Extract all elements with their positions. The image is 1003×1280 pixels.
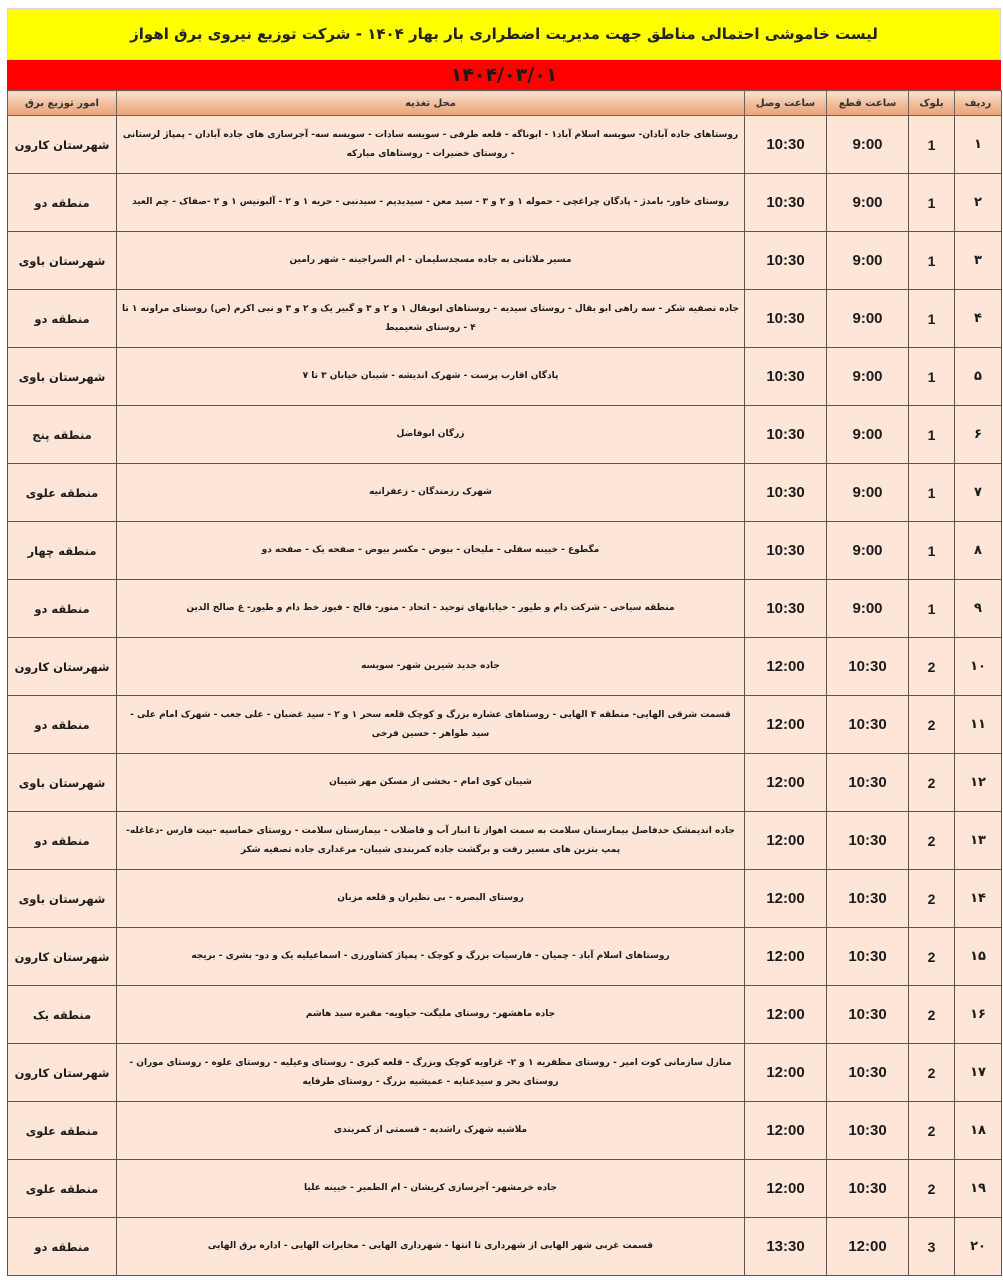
location-cell: ملاشیه شهرک راشدیه - قسمتی از کمربندی [117, 1102, 745, 1160]
location-cell: پادگان اقارب پرست - شهرک اندیشه - شیبان خیابان ۳ تا ۷ [117, 348, 745, 406]
connect-time-cell: 10:30 [745, 290, 827, 348]
schedule-date: ۱۴۰۴/۰۳/۰۱ [7, 60, 1001, 90]
table-row [8, 406, 1002, 464]
cut-time-cell: 9:00 [827, 406, 909, 464]
connect-time-cell: 12:00 [745, 928, 827, 986]
location-cell: روستاهای جاده آبادان- سویسه اسلام آباد۱ - ابوناگه - قلعه طرفی - سویسه سادات - سویسه سه- آجرسازی های جاده آبادان - پمپاژ لرستانی - روستای خضیرات - روستاهای مبارکه [117, 116, 745, 174]
table-row [8, 1160, 1002, 1218]
district-cell: شهرستان باوی [8, 754, 117, 812]
location-cell: مسیر ملاثانی به جاده مسجدسلیمان - ام السراجینه - شهر رامین [117, 232, 745, 290]
outage-schedule-sheet [7, 8, 1001, 1276]
row-number-cell: ۷ [955, 464, 1002, 522]
cut-time-cell: 9:00 [827, 116, 909, 174]
district-cell: منطقه علوی [8, 1160, 117, 1218]
block-cell: 2 [909, 870, 955, 928]
connect-time-cell: 12:00 [745, 1102, 827, 1160]
table-row [8, 1102, 1002, 1160]
header-cut-time: ساعت قطع [827, 91, 909, 116]
location-cell: منطقه سیاحی - شرکت دام و طیور - خیابانهای توحید - اتحاد - منور- فالح - فیوز خط دام و طیور- غ صالح الدین [117, 580, 745, 638]
block-cell: 1 [909, 232, 955, 290]
connect-time-cell: 12:00 [745, 1160, 827, 1218]
header-connect-time: ساعت وصل [745, 91, 827, 116]
outage-table [7, 90, 1002, 1276]
connect-time-cell: 12:00 [745, 870, 827, 928]
cut-time-cell: 10:30 [827, 812, 909, 870]
block-cell: 2 [909, 1160, 955, 1218]
connect-time-cell: 10:30 [745, 580, 827, 638]
district-cell: شهرستان باوی [8, 870, 117, 928]
table-row [8, 232, 1002, 290]
cut-time-cell: 10:30 [827, 928, 909, 986]
district-cell: شهرستان باوی [8, 232, 117, 290]
header-row-number: ردیف [955, 91, 1002, 116]
cut-time-cell: 10:30 [827, 1044, 909, 1102]
table-row [8, 290, 1002, 348]
block-cell: 2 [909, 696, 955, 754]
cut-time-cell: 10:30 [827, 870, 909, 928]
district-cell: شهرستان کارون [8, 1044, 117, 1102]
connect-time-cell: 10:30 [745, 522, 827, 580]
cut-time-cell: 10:30 [827, 696, 909, 754]
district-cell: منطقه دو [8, 290, 117, 348]
location-cell: روستای خاور- بامدژ - پادگان چراغچی - حموله ۱ و ۲ و ۳ - سید معن - سیدیدیم - سیدنبی - حریه ۱ و ۲ - آلبونیس ۱ و ۲ -صفاک - چم العید [117, 174, 745, 232]
connect-time-cell: 10:30 [745, 116, 827, 174]
connect-time-cell: 10:30 [745, 348, 827, 406]
row-number-cell: ۱۳ [955, 812, 1002, 870]
connect-time-cell: 10:30 [745, 464, 827, 522]
document-title: لیست خاموشی احتمالی مناطق جهت مدیریت اضطراری بار بهار ۱۴۰۴ - شرکت توزیع نیروی برق اهواز [7, 8, 1001, 60]
table-row [8, 870, 1002, 928]
location-cell: جاده جدید شیرین شهر- سویسه [117, 638, 745, 696]
location-cell: قسمت غربی شهر الهایی از شهرداری تا انتها - شهرداری الهایی - مخابرات الهایی - اداره برق الهایی [117, 1218, 745, 1276]
district-cell: شهرستان کارون [8, 928, 117, 986]
block-cell: 1 [909, 464, 955, 522]
district-cell: شهرستان کارون [8, 116, 117, 174]
row-number-cell: ۶ [955, 406, 1002, 464]
cut-time-cell: 10:30 [827, 1102, 909, 1160]
cut-time-cell: 10:30 [827, 986, 909, 1044]
row-number-cell: ۱ [955, 116, 1002, 174]
location-cell: شیبان کوی امام - بخشی از مسکن مهر شیبان [117, 754, 745, 812]
district-cell: منطقه علوی [8, 1102, 117, 1160]
location-cell: شهرک رزمندگان - زعفرانیه [117, 464, 745, 522]
row-number-cell: ۲۰ [955, 1218, 1002, 1276]
table-row [8, 638, 1002, 696]
location-cell: قسمت شرقی الهایی- منطقه ۴ الهایی - روستاهای عشاره بزرگ و کوچک قلعه سحر ۱ و ۲ - سید غضبان - علی جعب - شهرک امام علی - سید طواهر - حسین فرخی [117, 696, 745, 754]
connect-time-cell: 13:30 [745, 1218, 827, 1276]
table-row [8, 1218, 1002, 1276]
block-cell: 1 [909, 116, 955, 174]
table-row [8, 174, 1002, 232]
block-cell: 2 [909, 1102, 955, 1160]
table-header-row [8, 91, 1002, 116]
table-row [8, 754, 1002, 812]
block-cell: 1 [909, 174, 955, 232]
connect-time-cell: 10:30 [745, 232, 827, 290]
cut-time-cell: 9:00 [827, 522, 909, 580]
table-row [8, 696, 1002, 754]
row-number-cell: ۹ [955, 580, 1002, 638]
row-number-cell: ۱۰ [955, 638, 1002, 696]
table-row [8, 986, 1002, 1044]
block-cell: 2 [909, 986, 955, 1044]
block-cell: 2 [909, 1044, 955, 1102]
connect-time-cell: 12:00 [745, 754, 827, 812]
block-cell: 2 [909, 638, 955, 696]
block-cell: 2 [909, 928, 955, 986]
cut-time-cell: 9:00 [827, 580, 909, 638]
block-cell: 1 [909, 290, 955, 348]
row-number-cell: ۱۷ [955, 1044, 1002, 1102]
row-number-cell: ۳ [955, 232, 1002, 290]
district-cell: شهرستان کارون [8, 638, 117, 696]
block-cell: 1 [909, 406, 955, 464]
district-cell: منطقه دو [8, 1218, 117, 1276]
table-row [8, 522, 1002, 580]
cut-time-cell: 12:00 [827, 1218, 909, 1276]
header-block: بلوک [909, 91, 955, 116]
cut-time-cell: 9:00 [827, 232, 909, 290]
row-number-cell: ۲ [955, 174, 1002, 232]
district-cell: منطقه علوی [8, 464, 117, 522]
header-location: محل تغذیه [117, 91, 745, 116]
table-row [8, 1044, 1002, 1102]
connect-time-cell: 10:30 [745, 406, 827, 464]
header-district: امور توزیع برق [8, 91, 117, 116]
table-row [8, 812, 1002, 870]
table-body [8, 116, 1002, 1276]
row-number-cell: ۸ [955, 522, 1002, 580]
location-cell: روستای البصره - بی نظیران و قلعه مزبان [117, 870, 745, 928]
district-cell: منطقه دو [8, 812, 117, 870]
block-cell: 1 [909, 522, 955, 580]
cut-time-cell: 9:00 [827, 348, 909, 406]
table-row [8, 464, 1002, 522]
cut-time-cell: 9:00 [827, 290, 909, 348]
block-cell: 3 [909, 1218, 955, 1276]
district-cell: منطقه پنج [8, 406, 117, 464]
location-cell: زرگان ابوفاضل [117, 406, 745, 464]
cut-time-cell: 10:30 [827, 638, 909, 696]
connect-time-cell: 12:00 [745, 638, 827, 696]
block-cell: 2 [909, 754, 955, 812]
row-number-cell: ۱۹ [955, 1160, 1002, 1218]
location-cell: منازل سازمانی کوت امیر - روستای مظفریه ۱ و ۲- غزاویه کوچک وبزرگ - قلعه کبری - روستای وعیلیه - روستای علوه - روستای موران - روستای بحر و سیدعنایه - عمیشیه بزرگ - روستای طرفایه [117, 1044, 745, 1102]
row-number-cell: ۱۴ [955, 870, 1002, 928]
location-cell: مگطوع - خیینه سفلی - ملیحان - بیوض - مکسر بیوض - صفحه یک - صفحه دو [117, 522, 745, 580]
row-number-cell: ۴ [955, 290, 1002, 348]
district-cell: منطقه چهار [8, 522, 117, 580]
block-cell: 2 [909, 812, 955, 870]
table-row [8, 116, 1002, 174]
location-cell: جاده اندیمشک حدفاصل بیمارستان سلامت به سمت اهواز تا انبار آب و فاضلاب - بیمارستان سلامت - روستای خماسیه -بیت فارس -دغاغله-پمپ بنزین های مسیر رفت و برگشت جاده کمربندی شیبان- مرغداری جاده تصفیه شکر [117, 812, 745, 870]
connect-time-cell: 10:30 [745, 174, 827, 232]
table-row [8, 348, 1002, 406]
connect-time-cell: 12:00 [745, 986, 827, 1044]
row-number-cell: ۱۵ [955, 928, 1002, 986]
location-cell: روستاهای اسلام آباد - چمیان - فارسیات بزرگ و کوچک - پمپاژ کشاورزی - اسماعیلیه یک و دو- بشری - بریجه [117, 928, 745, 986]
table-row [8, 928, 1002, 986]
row-number-cell: ۱۲ [955, 754, 1002, 812]
block-cell: 1 [909, 348, 955, 406]
row-number-cell: ۱۱ [955, 696, 1002, 754]
cut-time-cell: 10:30 [827, 754, 909, 812]
location-cell: جاده ماهشهر- روستای ملیگت- حیاویه- مقبره سید هاشم [117, 986, 745, 1044]
location-cell: جاده تصفیه شکر - سه راهی ابو بقال - روستای سیدیه - روستاهای ابوبقال ۱ و ۲ و ۳ و گبیر یک و ۲ و ۳ و نبی اکرم (ص) روستای مراونه ۱ تا ۴ - روستای شعیمیط [117, 290, 745, 348]
district-cell: منطقه یک [8, 986, 117, 1044]
connect-time-cell: 12:00 [745, 696, 827, 754]
row-number-cell: ۵ [955, 348, 1002, 406]
cut-time-cell: 9:00 [827, 174, 909, 232]
district-cell: منطقه دو [8, 696, 117, 754]
row-number-cell: ۱۶ [955, 986, 1002, 1044]
row-number-cell: ۱۸ [955, 1102, 1002, 1160]
connect-time-cell: 12:00 [745, 812, 827, 870]
cut-time-cell: 10:30 [827, 1160, 909, 1218]
connect-time-cell: 12:00 [745, 1044, 827, 1102]
block-cell: 1 [909, 580, 955, 638]
table-row [8, 580, 1002, 638]
location-cell: جاده خرمشهر- آجرسازی کریشان - ام الطمیر - خیینه علیا [117, 1160, 745, 1218]
district-cell: شهرستان باوی [8, 348, 117, 406]
cut-time-cell: 9:00 [827, 464, 909, 522]
district-cell: منطقه دو [8, 580, 117, 638]
district-cell: منطقه دو [8, 174, 117, 232]
